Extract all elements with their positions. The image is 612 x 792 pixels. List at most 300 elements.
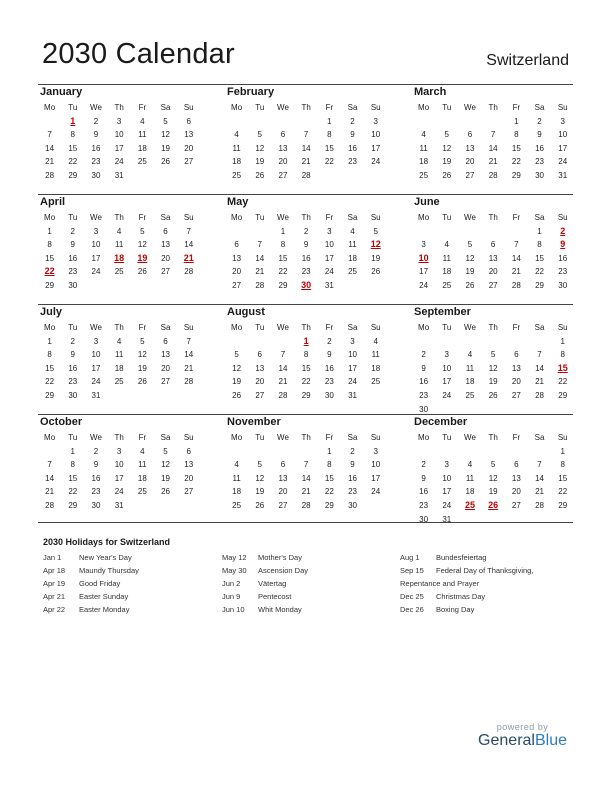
holiday-name: Whit Monday (258, 604, 302, 614)
day: 29 (45, 390, 55, 400)
empty-day (482, 445, 505, 459)
weekday-header: Th (114, 323, 124, 332)
empty-day (225, 335, 248, 349)
day: 9 (350, 460, 355, 470)
day: 19 (465, 267, 475, 277)
weekday-header: Fr (325, 103, 334, 112)
day: 18 (465, 377, 475, 387)
day: 1 (47, 226, 52, 236)
month-name: June (414, 196, 440, 208)
day: 12 (137, 350, 147, 360)
day: 28 (535, 390, 544, 400)
day: 11 (419, 143, 428, 153)
weekday-header: Su (370, 103, 381, 112)
day: 7 (303, 130, 309, 140)
day: 1 (327, 446, 332, 456)
holiday-name: New Year's Day (79, 553, 132, 562)
day: 29 (535, 280, 544, 290)
day: 31 (114, 170, 124, 180)
day: 26 (232, 390, 242, 400)
day: 13 (511, 473, 521, 483)
day: 26 (465, 280, 475, 290)
day: 5 (490, 460, 496, 470)
holiday-day: 30 (301, 279, 312, 290)
holiday-day: 10 (418, 252, 429, 263)
day: 18 (137, 143, 147, 153)
empty-day (225, 115, 248, 129)
day: 16 (324, 363, 334, 373)
holiday-name: Good Friday (79, 578, 121, 588)
day: 17 (442, 487, 452, 497)
day: 25 (465, 390, 475, 400)
day: 4 (234, 460, 239, 470)
day: 2 (70, 336, 75, 346)
day: 10 (91, 350, 101, 360)
day: 29 (68, 500, 78, 510)
day: 2 (350, 116, 355, 126)
day: 24 (324, 267, 334, 277)
day: 25 (232, 500, 242, 510)
day: 26 (371, 267, 381, 277)
holiday-date: Dec 26 (400, 604, 424, 614)
day: 4 (140, 116, 145, 126)
weekday-header: We (464, 323, 476, 332)
day: 21 (278, 377, 288, 387)
weekday-header: Mo (418, 433, 430, 442)
day: 7 (490, 130, 496, 140)
day: 26 (161, 157, 170, 167)
weekday-header: Su (557, 323, 568, 332)
day: 24 (114, 157, 124, 167)
holiday-row (43, 552, 139, 565)
day: 29 (511, 170, 521, 180)
empty-day (38, 115, 61, 129)
weekday-header: Sa (347, 213, 358, 222)
empty-day (528, 335, 551, 349)
day: 12 (442, 143, 452, 153)
day: 25 (371, 377, 381, 387)
day-grid (412, 321, 574, 416)
day: 14 (488, 143, 498, 153)
day: 30 (419, 514, 429, 524)
empty-day (505, 335, 528, 349)
day: 25 (137, 487, 147, 497)
weekday-header: Su (183, 213, 194, 222)
day: 20 (488, 267, 498, 277)
day: 31 (114, 500, 124, 510)
day: 13 (255, 363, 265, 373)
day: 22 (558, 487, 568, 497)
month-row-rule (38, 304, 573, 305)
day: 13 (232, 253, 242, 263)
weekday-header: Tu (68, 213, 78, 222)
day: 9 (303, 240, 309, 250)
weekday-header: Tu (442, 213, 452, 222)
day: 4 (467, 350, 473, 360)
day: 16 (91, 473, 101, 483)
day: 7 (280, 350, 286, 360)
day: 20 (465, 157, 475, 167)
holiday-row (43, 604, 139, 617)
day: 16 (535, 143, 544, 153)
day: 14 (184, 350, 194, 360)
day: 26 (161, 487, 170, 497)
day: 1 (47, 336, 52, 346)
day: 8 (327, 460, 332, 470)
day: 27 (511, 390, 521, 400)
holiday-column (400, 552, 533, 616)
day: 9 (421, 363, 426, 373)
empty-day (412, 225, 435, 239)
holiday-name: Vätertag (258, 578, 287, 588)
day: 27 (511, 500, 521, 510)
holiday-row (43, 578, 139, 591)
day: 28 (184, 267, 194, 277)
empty-day (271, 445, 294, 459)
day: 7 (186, 336, 191, 346)
day: 24 (91, 267, 101, 277)
weekday-header: Sa (160, 433, 171, 442)
day-grid (412, 431, 574, 526)
holiday-date: Jun 10 (222, 604, 245, 614)
month-name: January (40, 86, 83, 98)
empty-day (505, 225, 528, 239)
weekday-header: Fr (512, 433, 521, 442)
day: 23 (535, 157, 544, 167)
holiday-date: May 12 (222, 553, 247, 562)
weekday-header: Th (488, 103, 498, 112)
day: 15 (558, 473, 568, 483)
day: 17 (324, 253, 334, 263)
day: 14 (301, 473, 311, 483)
day: 22 (68, 487, 78, 497)
holiday-row (400, 604, 533, 617)
weekday-header: Su (370, 323, 381, 332)
weekday-header: We (90, 213, 102, 222)
day: 6 (490, 240, 496, 250)
day: 24 (442, 390, 452, 400)
day: 18 (348, 253, 357, 263)
day: 18 (419, 157, 429, 167)
day: 2 (327, 336, 332, 346)
weekday-header: Th (488, 323, 498, 332)
day: 14 (278, 363, 288, 373)
day: 14 (301, 143, 311, 153)
day: 27 (278, 170, 288, 180)
weekday-header: Su (183, 433, 194, 442)
month-name: November (227, 416, 281, 428)
day: 18 (232, 487, 242, 497)
day: 29 (45, 280, 55, 290)
day: 25 (442, 280, 452, 290)
holiday-day: 1 (70, 115, 76, 126)
day: 8 (560, 350, 565, 360)
month-name: October (40, 416, 83, 428)
day: 23 (91, 487, 101, 497)
weekday-header: We (90, 323, 102, 332)
holiday-name: Mother's Day (258, 553, 302, 562)
weekday-header: Fr (138, 433, 147, 442)
day: 16 (419, 377, 429, 387)
empty-day (412, 445, 435, 459)
day: 11 (371, 350, 380, 360)
day: 12 (232, 363, 242, 373)
holiday-row (43, 591, 139, 604)
day: 12 (255, 473, 265, 483)
empty-day (482, 335, 505, 349)
day: 31 (91, 390, 101, 400)
day: 31 (324, 280, 334, 290)
day-grid (38, 431, 200, 513)
day: 19 (161, 143, 170, 153)
day: 19 (137, 363, 147, 373)
empty-day (248, 335, 271, 349)
day: 23 (348, 157, 357, 167)
weekday-header: Su (370, 433, 381, 442)
month-name: March (414, 86, 447, 98)
day: 14 (511, 253, 521, 263)
day: 15 (324, 473, 334, 483)
day: 21 (511, 267, 521, 277)
holiday-date: Sep 15 (400, 565, 424, 575)
day: 27 (488, 280, 498, 290)
day: 19 (255, 157, 265, 167)
day: 31 (348, 390, 357, 400)
day: 29 (558, 500, 568, 510)
day-grid (225, 431, 387, 513)
day: 13 (278, 143, 288, 153)
day: 22 (278, 267, 288, 277)
day: 3 (560, 116, 565, 126)
weekday-header: We (90, 433, 102, 442)
day: 22 (511, 157, 521, 167)
day: 25 (232, 170, 242, 180)
day: 24 (419, 280, 429, 290)
weekday-header: We (277, 433, 289, 442)
day: 13 (184, 460, 194, 470)
day: 30 (419, 404, 429, 414)
weekday-header: Fr (138, 103, 147, 112)
day: 31 (442, 514, 452, 524)
holiday-date: May 30 (222, 565, 247, 575)
weekday-header: Tu (442, 433, 452, 442)
weekday-header: We (464, 433, 476, 442)
month-name: May (227, 196, 249, 208)
day: 28 (488, 170, 498, 180)
day: 1 (560, 446, 565, 456)
day: 22 (324, 487, 334, 497)
day: 5 (163, 446, 168, 456)
weekday-header: Sa (534, 103, 545, 112)
day-grid (38, 321, 200, 403)
day: 11 (465, 363, 475, 373)
day: 16 (68, 363, 78, 373)
day: 3 (327, 226, 332, 236)
holiday-day: 22 (44, 266, 55, 277)
empty-day (412, 115, 435, 129)
day: 13 (278, 473, 288, 483)
day: 10 (114, 460, 124, 470)
day: 20 (511, 377, 521, 387)
day: 4 (373, 336, 378, 346)
weekday-header: Tu (68, 103, 78, 112)
day: 24 (442, 500, 452, 510)
empty-day (225, 225, 248, 239)
weekday-header: Fr (325, 323, 334, 332)
day: 1 (537, 226, 542, 236)
holiday-day: 2 (560, 225, 566, 236)
day: 20 (511, 487, 521, 497)
day: 23 (68, 267, 78, 277)
weekday-header: Th (114, 433, 124, 442)
day: 6 (467, 130, 473, 140)
day: 19 (255, 487, 265, 497)
day: 29 (301, 390, 311, 400)
day: 19 (161, 473, 170, 483)
day: 28 (535, 500, 544, 510)
day: 26 (137, 267, 147, 277)
day: 4 (444, 240, 449, 250)
day: 18 (232, 157, 242, 167)
weekday-header: Sa (347, 323, 358, 332)
day: 5 (234, 350, 239, 360)
day: 15 (511, 143, 521, 153)
day: 29 (324, 500, 334, 510)
day: 23 (419, 390, 429, 400)
day: 14 (535, 473, 544, 483)
day-grid (38, 101, 200, 183)
empty-day (458, 445, 481, 459)
day: 3 (373, 446, 378, 456)
day: 14 (535, 363, 544, 373)
day: 6 (186, 446, 191, 456)
day: 3 (116, 446, 122, 456)
day: 27 (232, 280, 242, 290)
day: 18 (442, 267, 452, 277)
day: 11 (348, 240, 357, 250)
day: 25 (137, 157, 147, 167)
day: 11 (115, 240, 124, 250)
day: 25 (114, 267, 124, 277)
weekday-header: Sa (534, 433, 545, 442)
day: 2 (93, 446, 99, 456)
day: 4 (421, 130, 426, 140)
day: 14 (45, 143, 55, 153)
holiday-day: 21 (183, 252, 194, 263)
day: 30 (324, 390, 334, 400)
empty-day (482, 225, 505, 239)
weekday-header: Sa (347, 433, 358, 442)
day: 8 (47, 240, 52, 250)
day: 22 (324, 157, 334, 167)
day: 22 (45, 377, 55, 387)
day: 22 (535, 267, 544, 277)
weekday-header: Su (557, 433, 568, 442)
weekday-header: Th (301, 323, 311, 332)
empty-day (225, 445, 248, 459)
day: 3 (116, 116, 122, 126)
day: 27 (278, 500, 288, 510)
weekday-header: Tu (255, 433, 265, 442)
weekday-header: Th (114, 103, 124, 112)
weekday-header: Mo (44, 103, 56, 112)
day: 3 (350, 336, 355, 346)
day: 11 (138, 130, 147, 140)
logo-tagline: powered by (496, 722, 549, 732)
weekday-header: Mo (418, 323, 430, 332)
day: 20 (184, 143, 194, 153)
day: 13 (184, 130, 194, 140)
day: 2 (350, 446, 355, 456)
holiday-row (222, 591, 308, 604)
holiday-name: Maundy Thursday (79, 565, 139, 575)
day: 26 (442, 170, 452, 180)
day: 23 (348, 487, 357, 497)
day: 24 (91, 377, 101, 387)
holiday-day: 9 (560, 239, 566, 250)
weekday-header: Fr (138, 213, 147, 222)
month-name: December (414, 416, 468, 428)
empty-day (248, 445, 271, 459)
day: 19 (442, 157, 452, 167)
day: 25 (348, 267, 357, 277)
day: 18 (114, 363, 124, 373)
day: 23 (324, 377, 334, 387)
day: 10 (371, 130, 381, 140)
day: 7 (537, 460, 542, 470)
day: 5 (444, 130, 449, 140)
day: 7 (257, 240, 262, 250)
day-grid (412, 211, 574, 293)
day: 5 (140, 336, 145, 346)
day: 5 (257, 130, 262, 140)
day: 5 (467, 240, 473, 250)
logo-wordmark (478, 732, 567, 750)
weekday-header: Fr (512, 213, 521, 222)
day: 16 (348, 473, 357, 483)
day: 31 (558, 170, 568, 180)
day: 23 (301, 267, 311, 277)
weekday-header: Tu (255, 213, 265, 222)
day: 10 (371, 460, 381, 470)
holiday-row (400, 565, 533, 578)
holiday-row (222, 604, 308, 617)
day: 15 (45, 253, 55, 263)
day: 29 (278, 280, 288, 290)
day: 11 (138, 460, 147, 470)
empty-day (412, 335, 435, 349)
weekday-header: Sa (347, 103, 358, 112)
day: 23 (68, 377, 78, 387)
day: 8 (327, 130, 332, 140)
day: 29 (558, 390, 568, 400)
empty-day (435, 335, 458, 349)
weekday-header: Th (488, 433, 498, 442)
weekday-header: Sa (160, 323, 171, 332)
weekday-header: Mo (231, 103, 243, 112)
day: 19 (232, 377, 242, 387)
holidays-title: 2030 Holidays for Switzerland (43, 537, 171, 547)
day-grid (225, 211, 387, 293)
day: 6 (280, 460, 286, 470)
day: 8 (560, 460, 565, 470)
day: 8 (537, 240, 542, 250)
day: 30 (558, 280, 568, 290)
day: 20 (232, 267, 242, 277)
day: 24 (371, 487, 381, 497)
weekday-header: Sa (160, 213, 171, 222)
day: 28 (45, 170, 55, 180)
